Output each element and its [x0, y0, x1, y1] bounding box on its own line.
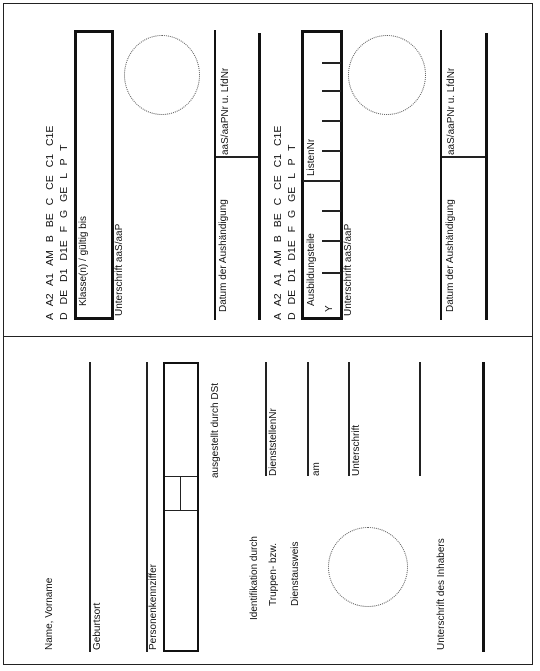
identification-line-3: Dienstausweis [290, 541, 301, 606]
issued-label: ausgestellt durch DSt [210, 382, 221, 478]
number-label-b: aaS/aaPNr u. LfdNr [446, 67, 457, 155]
photo-circle-b [348, 35, 426, 115]
personnel-box-divider-2 [165, 510, 197, 511]
personnel-box-divider-1 [165, 476, 197, 477]
holder-signature-label: Unterschrift des Inhabers [436, 538, 447, 650]
date-separator-a [216, 156, 258, 158]
date-line [307, 362, 309, 476]
number-label-a: aaS/aaPNr u. LfdNr [220, 67, 231, 155]
category-row-1-b: A A2 A1 AM B BE C CE C1 C1E [272, 125, 284, 320]
date-label-a: Datum der Aushändigung [218, 199, 229, 312]
birthplace-line [89, 362, 91, 652]
fold-divider [3, 336, 533, 337]
signature-line-a [214, 30, 216, 320]
category-row-2-b: D DE D1 D1E F G GE L P T [286, 144, 298, 320]
category-row-1-a: A A2 A1 AM B BE C CE C1 C1E [44, 125, 56, 320]
y-mark: Y [324, 305, 335, 312]
right-edge-line-b [485, 33, 488, 320]
identification-line-2: Truppen- bzw. [268, 543, 279, 606]
signature-label-b: Unterschrift aaS/aaP [343, 223, 354, 316]
tick-4 [322, 150, 341, 152]
training-box-divider [303, 180, 341, 182]
personnel-box-divider-3 [180, 476, 181, 510]
stamp-circle [328, 527, 408, 607]
signature-line-b [440, 30, 442, 320]
right-edge-line-a [258, 33, 261, 320]
signature-label-bottom: Unterschrift [351, 424, 362, 476]
birthplace-label: Geburtsort [92, 602, 103, 650]
signature-line-bottom [348, 362, 350, 476]
holder-signature-line [482, 362, 485, 652]
identification-line-1: Identifikation durch [249, 536, 260, 620]
photo-circle-a [124, 35, 200, 115]
tick-5 [322, 210, 341, 212]
personnel-label: Personenkennziffer [148, 564, 159, 650]
holder-line-upper [419, 362, 421, 476]
date-separator-b [442, 156, 486, 158]
personnel-number-box[interactable] [163, 362, 199, 652]
tick-3 [322, 120, 341, 122]
date-label-bottom: am [311, 462, 322, 476]
date-label-b: Datum der Aushändigung [445, 199, 456, 312]
name-label: Name, Vorname [44, 577, 55, 650]
tick-2 [322, 90, 341, 92]
training-label: Ausbildungsteile [306, 233, 317, 306]
tick-6 [322, 240, 341, 242]
tick-7 [322, 272, 341, 274]
category-row-2-a: D DE D1 D1E F G GE L P T [58, 144, 70, 320]
office-line [265, 362, 267, 476]
tick-1 [322, 62, 341, 64]
signature-label-a: Unterschrift aaS/aaP [114, 223, 125, 316]
office-label: DienststellenNr [268, 408, 279, 476]
list-label: ListenNr [306, 138, 317, 176]
class-valid-label: Klasse(n) / gültig bis [78, 215, 89, 306]
